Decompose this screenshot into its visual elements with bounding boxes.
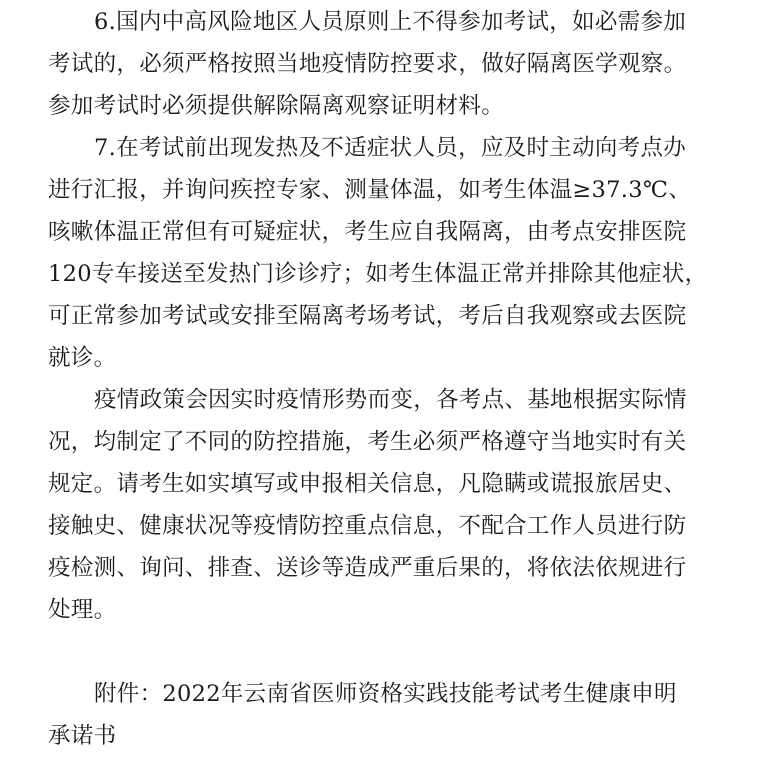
paragraph-line: 6.国内中高风险地区人员原则上不得参加考试，如必需参加 — [94, 9, 687, 35]
paragraph-line: 7.在考试前出现发热及不适症状人员，应及时主动向考点办 — [94, 135, 687, 161]
paragraph-line: 咳嗽体温正常但有可疑症状，考生应自我隔离，由考点安排医院 — [48, 219, 687, 245]
paragraph-line: 进行汇报，并询问疾控专家、测量体温，如考生体温≥37.3℃、 — [48, 177, 692, 203]
paragraph-line: 疫检测、询问、排查、送诊等造成严重后果的，将依法依规进行 — [48, 555, 687, 581]
paragraph-line: 可正常参加考试或安排至隔离考场考试，考后自我观察或去医院 — [48, 303, 687, 329]
paragraph-line: 参加考试时必须提供解除隔离观察证明材料。 — [48, 93, 505, 119]
attachment-line: 附件：2022年云南省医师资格实践技能考试考生健康申明 — [94, 681, 677, 707]
paragraph-line: 处理。 — [48, 597, 117, 623]
paragraph-line: 接触史、健康状况等疫情防控重点信息，不配合工作人员进行防 — [48, 513, 687, 539]
paragraph-line: 况，均制定了不同的防控措施，考生必须严格遵守当地实时有关 — [48, 429, 687, 455]
paragraph-line: 疫情政策会因实时疫情形势而变，各考点、基地根据实际情 — [94, 387, 687, 413]
attachment-line: 承诺书 — [48, 723, 117, 749]
paragraph-line: 考试的，必须严格按照当地疫情防控要求，做好隔离医学观察。 — [48, 51, 687, 77]
paragraph-line: 就诊。 — [48, 345, 117, 371]
paragraph-line: 120专车接送至发热门诊诊疗；如考生体温正常并排除其他症状， — [48, 261, 708, 287]
paragraph-line: 规定。请考生如实填写或申报相关信息，凡隐瞒或谎报旅居史、 — [48, 471, 687, 497]
